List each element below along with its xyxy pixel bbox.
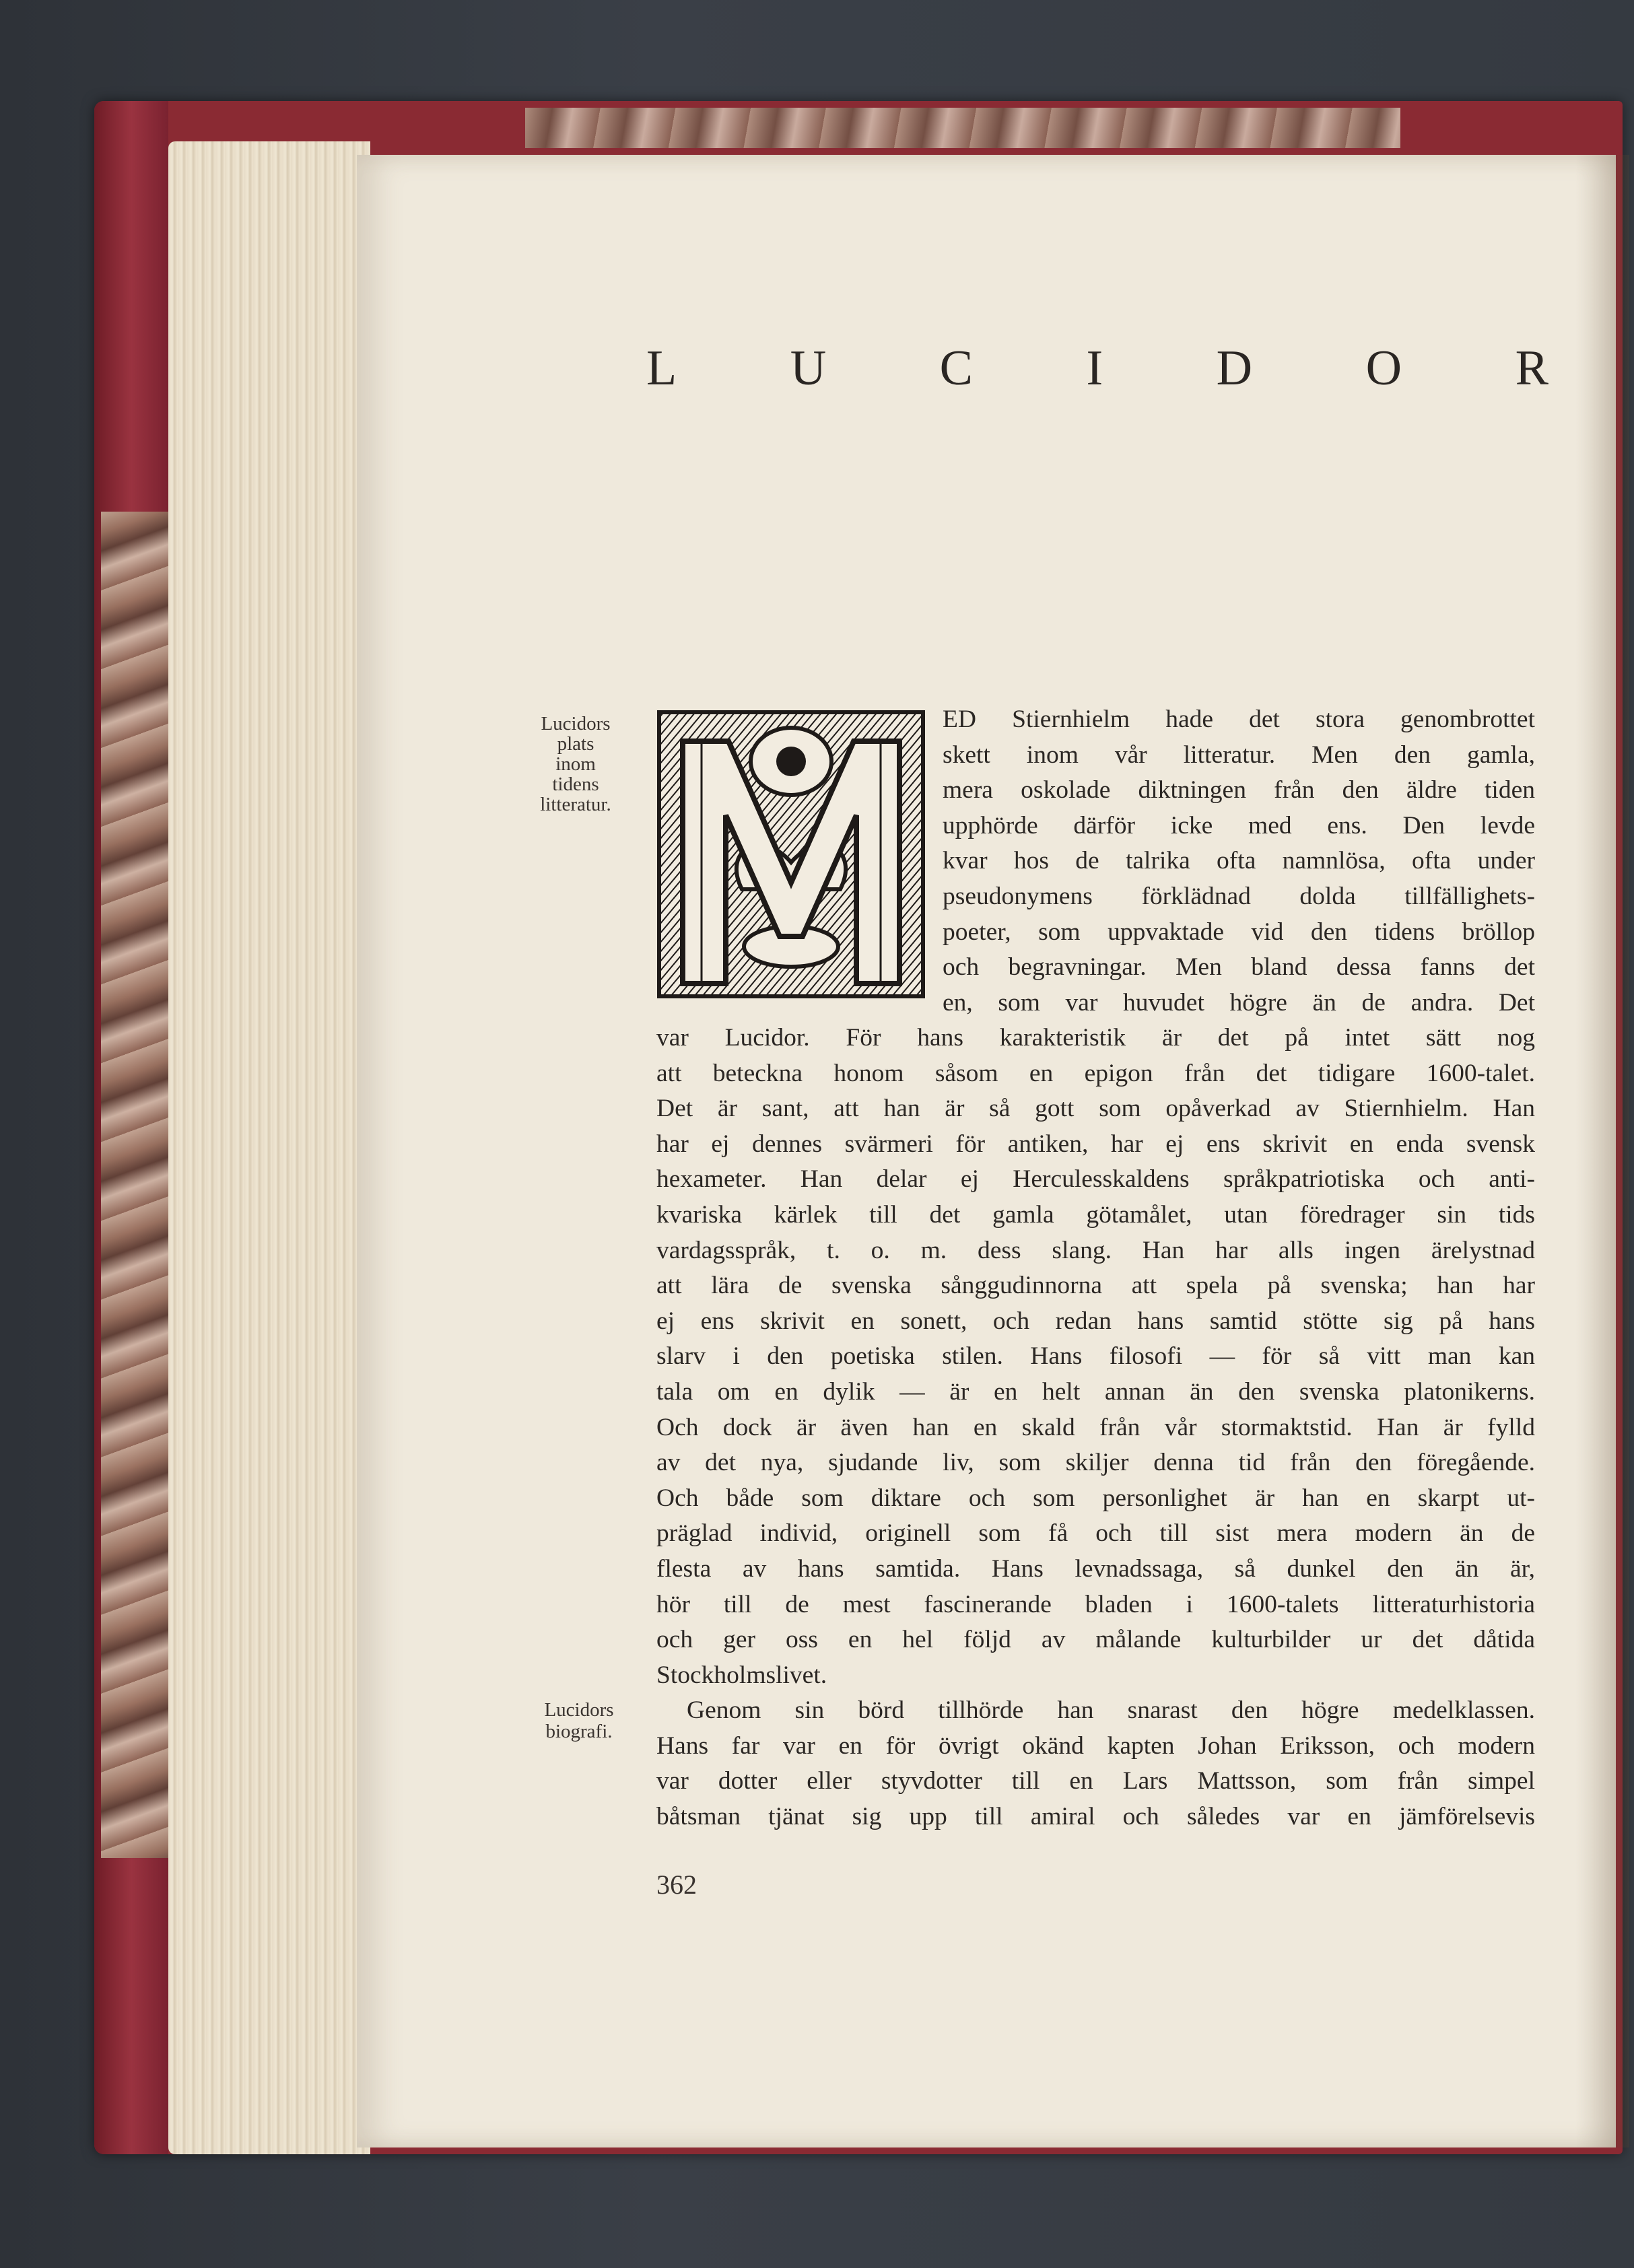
text-line: och begravningar. Men bland dessa fanns det <box>943 953 1535 982</box>
text-line: har ej dennes svärmeri för antiken, har ej ens skrivit en enda svensk <box>656 1130 1535 1158</box>
text-line: ED Stiernhielm hade det stora genombrottet <box>943 706 1535 733</box>
dropcap-ornament <box>657 710 925 998</box>
text-line: Stockholmslivet. <box>656 1661 827 1689</box>
text-line: båtsman tjänat sig upp till amiral och således var en jämförelsevis <box>656 1802 1535 1830</box>
text-line: att beteckna honom såsom en epigon från det tidigare 1600-talet. <box>656 1059 1535 1087</box>
text-line: var dotter eller styvdotter till en Lars Mattsson, som från simpel <box>656 1767 1535 1795</box>
margin-note-line: tidens <box>552 774 599 795</box>
margin-note-line: plats <box>557 733 594 755</box>
text-line: Hans far var en för övrigt okänd kapten Johan Eriksson, och modern <box>656 1731 1535 1760</box>
marbled-endpaper-top <box>525 108 1400 148</box>
text-line: upphörde därför icke med ens. Den levde <box>943 811 1535 839</box>
title-letter: C <box>939 341 974 396</box>
text-line: mera oskolade diktningen från den äldre tiden <box>943 776 1535 804</box>
text-line: Det är sant, att han är så gott som opåverkad av Stiernhielm. Han <box>656 1095 1535 1123</box>
text-line: Genom sin börd tillhörde han snarast den högre medelklassen. <box>687 1696 1535 1724</box>
text-line: var Lucidor. För hans karakteristik är det på intet sätt nog <box>656 1024 1535 1052</box>
title-letter: L <box>646 341 677 396</box>
gutter-shadow <box>1575 155 1629 2147</box>
text-line: kvar hos de talrika ofta namnlösa, ofta under <box>943 847 1535 875</box>
running-title <box>646 340 1548 397</box>
text-line: skett inom vår litteratur. Men den gamla, <box>943 741 1535 769</box>
margin-note-line: litteratur. <box>540 794 611 815</box>
text-line: vardagsspråk, t. o. m. dess slang. Han har alls ingen ärelystnad <box>656 1236 1535 1264</box>
text-line: Och dock är även han en skald från vår stormaktstid. Han är fylld <box>656 1413 1535 1441</box>
title-letter: U <box>790 341 827 396</box>
text-line: ej ens skrivit en sonett, och redan hans samtid stötte sig på hans <box>656 1307 1535 1335</box>
text-line: pseudonymens förklädnad dolda tillfällighets- <box>943 883 1535 910</box>
text-line: Och både som diktare och som personlighet är han en skarpt ut- <box>656 1484 1535 1512</box>
title-letter: O <box>1365 341 1402 396</box>
dropcap-woodcut-icon <box>661 714 921 994</box>
text-line: tala om en dylik — är en helt annan än den svenska platonikerns. <box>656 1378 1535 1406</box>
title-letter: R <box>1515 341 1548 396</box>
title-letter: D <box>1216 341 1253 396</box>
margin-note-line: Lucidors <box>541 713 611 734</box>
page-number: 362 <box>656 1869 697 1900</box>
text-line: flesta av hans samtida. Hans levnadssaga, så dunkel den än är, <box>656 1555 1535 1583</box>
margin-note-line: biografi. <box>545 1721 613 1742</box>
text-line: en, som var huvudet högre än de andra. Det <box>943 988 1535 1017</box>
margin-note-line: Lucidors <box>544 1699 614 1721</box>
marbled-endpaper <box>101 512 175 1858</box>
text-line: slarv i den poetiska stilen. Hans filosofi — för så vitt man kan <box>656 1342 1535 1371</box>
text-line: kvariska kärlek till det gamla götamålet, utan föredrager sin tids <box>656 1201 1535 1229</box>
text-line: och ger oss en hel följd av målande kulturbilder ur det dåtida <box>656 1626 1535 1654</box>
text-line: präglad individ, originell som få och till sist mera modern än de <box>656 1519 1535 1548</box>
margin-note-biografi <box>539 1699 619 1742</box>
page-edges <box>168 141 370 2154</box>
text-line: hexameter. Han delar ej Herculesskaldens språkpatriotiska och anti- <box>656 1165 1535 1194</box>
margin-note-line: inom <box>555 753 596 775</box>
text-line: hör till de mest fascinerande bladen i 1600-talets litteraturhistoria <box>656 1590 1535 1618</box>
margin-note-plats <box>522 714 629 815</box>
text-line: av det nya, sjudande liv, som skiljer denna tid från den föregående. <box>656 1449 1535 1477</box>
text-line: poeter, som uppvaktade vid den tidens bröllop <box>943 918 1535 946</box>
text-line: att lära de svenska sånggudinnorna att spela på svenska; han har <box>656 1272 1535 1300</box>
title-letter: I <box>1086 341 1103 396</box>
